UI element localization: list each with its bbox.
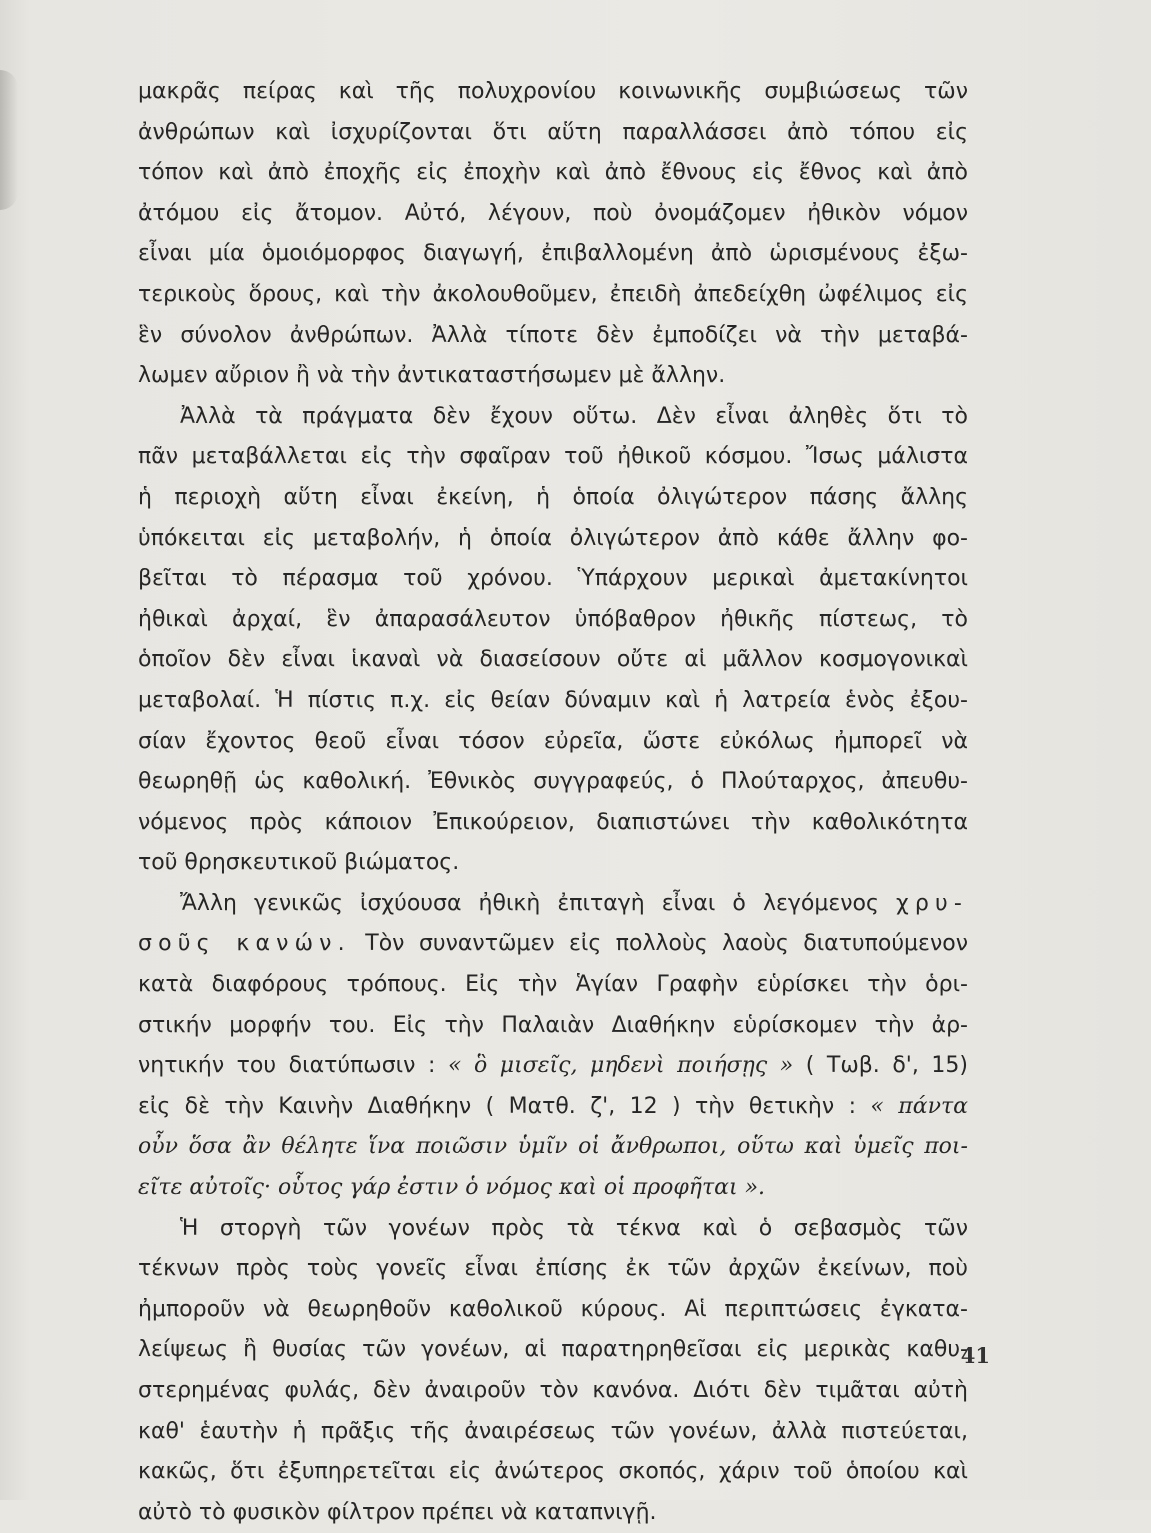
- text-line: τόπον καὶ ἀπὸ ἐποχῆς εἰς ἐποχὴν καὶ ἀπὸ ἔθνους εἰς ἔθνος καὶ ἀπὸ: [138, 160, 968, 186]
- text-line: λωμεν αὔριον ἢ νὰ τὴν ἀντικαταστήσωμεν μὲ ἄλλην.: [138, 363, 726, 389]
- citation: ( Τωβ. δ', 15): [805, 1053, 968, 1079]
- text-line: Ἡ στοργὴ τῶν γονέων πρὸς τὰ τέκνα καὶ ὁ σεβασμὸς τῶν: [180, 1215, 968, 1241]
- text-line: ἠμποροῦν νὰ θεωρηθοῦν καθολικοῦ κύρους. Αἱ περιπτώσεις ἐγκατα-: [138, 1296, 968, 1322]
- text-line: ἡ περιοχὴ αὕτη εἶναι ἐκείνη, ἡ ὁποία ὀλιγώτερον πάσης ἄλλης: [138, 484, 968, 510]
- text-segment: Τὸν συναντῶμεν εἰς πολλοὺς λαοὺς διατυπούμενον: [350, 931, 968, 957]
- text-line: [138, 924, 968, 965]
- text-line: τοῦ θρησκευτικοῦ βιώματος.: [138, 850, 460, 876]
- text-line: μεταβολαί. Ἡ πίστις π.χ. εἰς θείαν δύναμιν καὶ ἡ λατρεία ἑνὸς ἐξου-: [138, 687, 968, 713]
- text-line: στικήν μορφήν του. Εἰς τὴν Παλαιὰν Διαθήκην εὑρίσκομεν τὴν ἀρ-: [138, 1012, 968, 1038]
- text-line: [138, 1087, 968, 1128]
- text-line: μακρᾶς πείρας καὶ τῆς πολυχρονίου κοινωνικῆς συμβιώσεως τῶν: [138, 79, 968, 104]
- text-segment: νητικήν του διατύπωσιν :: [138, 1053, 436, 1079]
- text-line: ἀτόμου εἰς ἄτομον. Αὐτό, λέγουν, ποὺ ὀνομάζομεν ἠθικὸν νόμον: [138, 200, 968, 226]
- text-line: λείψεως ἢ θυσίας τῶν γονέων, αἱ παρατηρηθεῖσαι εἰς μερικὰς καθυ-: [138, 1337, 968, 1363]
- text-line: ἠθικαὶ ἀρχαί, ἓν ἀπαρασάλευτον ὑπόβαθρον ἠθικῆς πίστεως, τὸ: [138, 606, 968, 632]
- text-line: καθ' ἑαυτὴν ἡ πρᾶξις τῆς ἀναιρέσεως τῶν γονέων, ἀλλὰ πιστεύεται,: [138, 1418, 968, 1444]
- text-line: [138, 1046, 968, 1087]
- text-line: ἓν σύνολον ἀνθρώπων. Ἀλλὰ τίποτε δὲν ἐμποδίζει νὰ τὴν μεταβά-: [138, 322, 968, 348]
- spaced-term: χρυ-: [896, 890, 968, 916]
- text-line: σίαν ἔχοντος θεοῦ εἶναι τόσον εὐρεῖα, ὥστε εὐκόλως ἠμπορεῖ νὰ: [138, 728, 968, 754]
- quotation-line: οὖν ὅσα ἂν θέλητε ἵνα ποιῶσιν ὑμῖν οἱ ἄνθρωποι, οὕτω καὶ ὑμεῖς ποι-: [138, 1134, 968, 1160]
- text-segment: εἰς δὲ τὴν Καινὴν Διαθήκην ( Ματθ. ζ', 12 ) τὴν θετικὴν :: [138, 1093, 856, 1119]
- text-line: ὑπόκειται εἰς μεταβολήν, ἡ ὁποία ὀλιγώτερον ἀπὸ κάθε ἄλλην φο-: [138, 525, 968, 551]
- body-text: [138, 72, 968, 1533]
- text-line: κατὰ διαφόρους τρόπους. Εἰς τὴν Ἁγίαν Γραφὴν εὑρίσκει τὴν ὁρι-: [138, 972, 968, 998]
- text-line: νόμενος πρὸς κάποιον Ἐπικούρειον, διαπιστώνει τὴν καθολικότητα: [138, 809, 968, 835]
- text-line: αὐτὸ τὸ φυσικὸν φίλτρον πρέπει νὰ καταπνιγῇ.: [138, 1499, 657, 1525]
- text-line: εἶναι μία ὁμοιόμορφος διαγωγή, ἐπιβαλλομένη ἀπὸ ὡρισμένους ἐξω-: [138, 241, 968, 267]
- text-segment: Ἄλλη γενικῶς ἰσχύουσα ἠθικὴ ἐπιταγὴ εἶναι ὁ λεγόμενος: [180, 890, 879, 916]
- text-line: πᾶν μεταβάλλεται εἰς τὴν σφαῖραν τοῦ ἠθικοῦ κόσμου. Ἴσως μάλιστα: [138, 444, 968, 470]
- text-line: ἀνθρώπων καὶ ἰσχυρίζονται ὅτι αὕτη παραλλάσσει ἀπὸ τόπου εἰς: [138, 119, 968, 145]
- text-line: Ἀλλὰ τὰ πράγματα δὲν ἔχουν οὕτω. Δὲν εἶναι ἀληθὲς ὅτι τὸ: [180, 403, 968, 429]
- text-line: θεωρηθῇ ὡς καθολική. Ἐθνικὸς συγγραφεύς, ὁ Πλούταρχος, ἀπευθυ-: [138, 769, 968, 795]
- text-line: τέκνων πρὸς τοὺς γονεῖς εἶναι ἐπίσης ἐκ τῶν ἀρχῶν ἐκείνων, ποὺ: [138, 1256, 968, 1282]
- quotation-line: εῖτε αὐτοῖς· οὗτος γάρ ἐστιν ὁ νόμος καὶ οἱ προφῆται ».: [138, 1175, 766, 1201]
- text-line: [138, 884, 968, 925]
- text-line: τερικοὺς ὅρους, καὶ τὴν ἀκολουθοῦμεν, ἐπειδὴ ἀπεδείχθη ὠφέλιμος εἰς: [138, 281, 968, 307]
- binding-shadow: [0, 70, 18, 210]
- text-line: κακῶς, ὅτι ἐξυπηρετεῖται εἰς ἀνώτερος σκοπός, χάριν τοῦ ὁποίου καὶ: [138, 1459, 968, 1485]
- text-line: βεῖται τὸ πέρασμα τοῦ χρόνου. Ὑπάρχουν μερικαὶ ἀμετακίνητοι: [138, 566, 968, 592]
- spaced-term: σοῦς κανών.: [138, 931, 351, 957]
- text-line: στερημένας φυλάς, δὲν ἀναιροῦν τὸν κανόνα. Διότι δὲν τιμᾶται αὐτὴ: [138, 1378, 968, 1403]
- page-number: 41: [960, 1343, 990, 1368]
- quotation-italic: « πάντα: [870, 1093, 968, 1119]
- text-line: ὁποῖον δὲν εἶναι ἱκαναὶ νὰ διασείσουν οὔτε αἱ μᾶλλον κοσμογονικαὶ: [138, 647, 968, 673]
- quotation-italic: « ὃ μισεῖς, μηδενὶ ποιήσῃς »: [447, 1053, 794, 1079]
